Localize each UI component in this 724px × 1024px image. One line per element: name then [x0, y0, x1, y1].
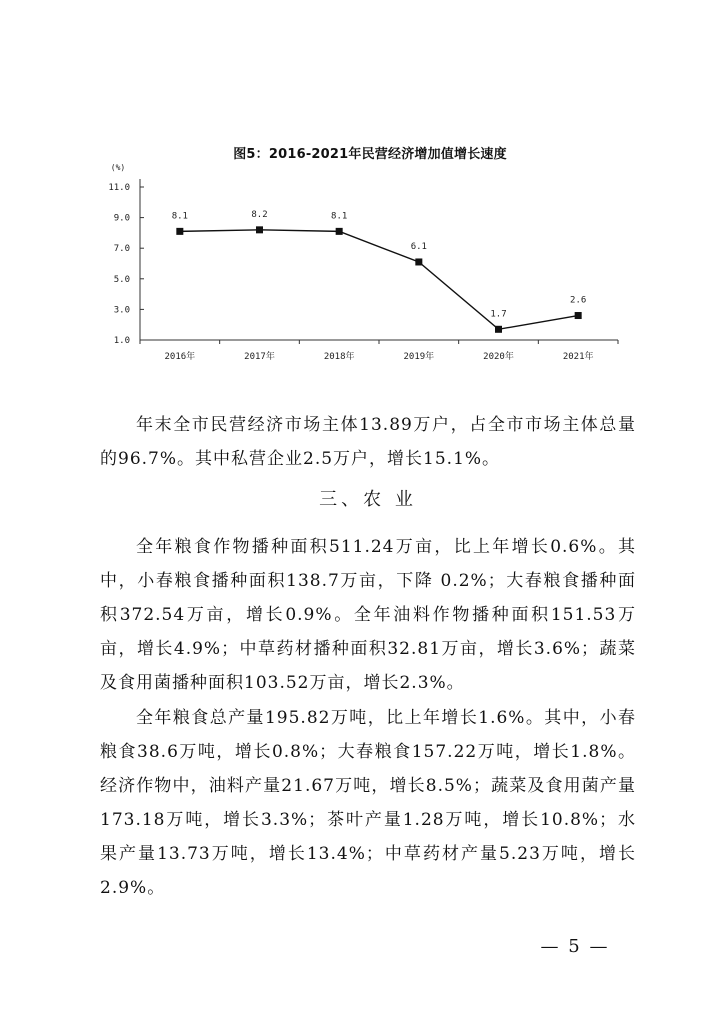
section-heading-agriculture: 三、农 业 [319, 489, 417, 510]
chart-title: 图5：2016-2021年民营经济增加值增长速度 [233, 147, 507, 162]
data-point [415, 258, 422, 265]
y-tick-label: 3.0 [113, 305, 130, 316]
data-point [256, 226, 263, 233]
data-point [336, 228, 343, 235]
x-tick-label: 2021年 [562, 352, 594, 362]
data-label: 8.1 [171, 211, 188, 222]
y-tick-label: 5.0 [113, 274, 130, 285]
paragraph-sown-area: 全年粮食作物播种面积511.24万亩，比上年增长0.6%。其中，小春粮食播种面积138.7万亩，下降 0.2%；大春粮食播种面积372.54万亩，增长0.9%。全年油料作物播种面积151.53万亩，增长4.9%；中草药材播种面积32.81万亩，增长3.6%；蔬菜及食用菌播种面积103.52万亩，增长2.3%。 [100, 537, 636, 693]
paragraph-market-entities: 年末全市民营经济市场主体13.89万户，占全市市场主体总量的96.7%。其中私营企业2.5万户，增长15.1%。 [100, 415, 636, 469]
page-number: — 5 — [540, 936, 610, 957]
y-tick-label: 9.0 [113, 213, 130, 224]
y-tick-label: 11.0 [108, 183, 130, 193]
y-axis-unit-label: (%) [110, 163, 126, 172]
data-label: 8.2 [251, 209, 268, 220]
data-point [575, 312, 582, 319]
data-label: 6.1 [410, 241, 427, 252]
x-tick-label: 2020年 [483, 352, 514, 362]
growth-chart [90, 140, 650, 380]
x-tick-label: 2016年 [164, 352, 196, 362]
series-line [180, 230, 578, 329]
data-label: 1.7 [490, 309, 507, 320]
paragraph-output: 全年粮食总产量195.82万吨，比上年增长1.6%。其中，小春粮食38.6万吨，增长0.8%；大春粮食157.22万吨，增长1.8%。经济作物中，油料产量21.67万吨，增长8.5%；蔬菜及食用菌产量173.18万吨，增长3.3%；茶叶产量1.28万吨，增长10.8%；水果产量13.73万吨，增长13.4%；中草药材产量5.23万吨，增长2.9%。 [100, 708, 636, 898]
y-tick-label: 1.0 [113, 336, 130, 346]
data-point [495, 326, 502, 333]
y-tick-label: 7.0 [113, 244, 130, 255]
data-point [176, 228, 183, 235]
chart-canvas [90, 140, 650, 380]
x-tick-label: 2019年 [403, 352, 435, 362]
data-label: 8.1 [331, 211, 348, 222]
x-tick-label: 2017年 [244, 352, 275, 362]
x-tick-label: 2018年 [323, 352, 355, 362]
data-label: 2.6 [570, 295, 587, 306]
